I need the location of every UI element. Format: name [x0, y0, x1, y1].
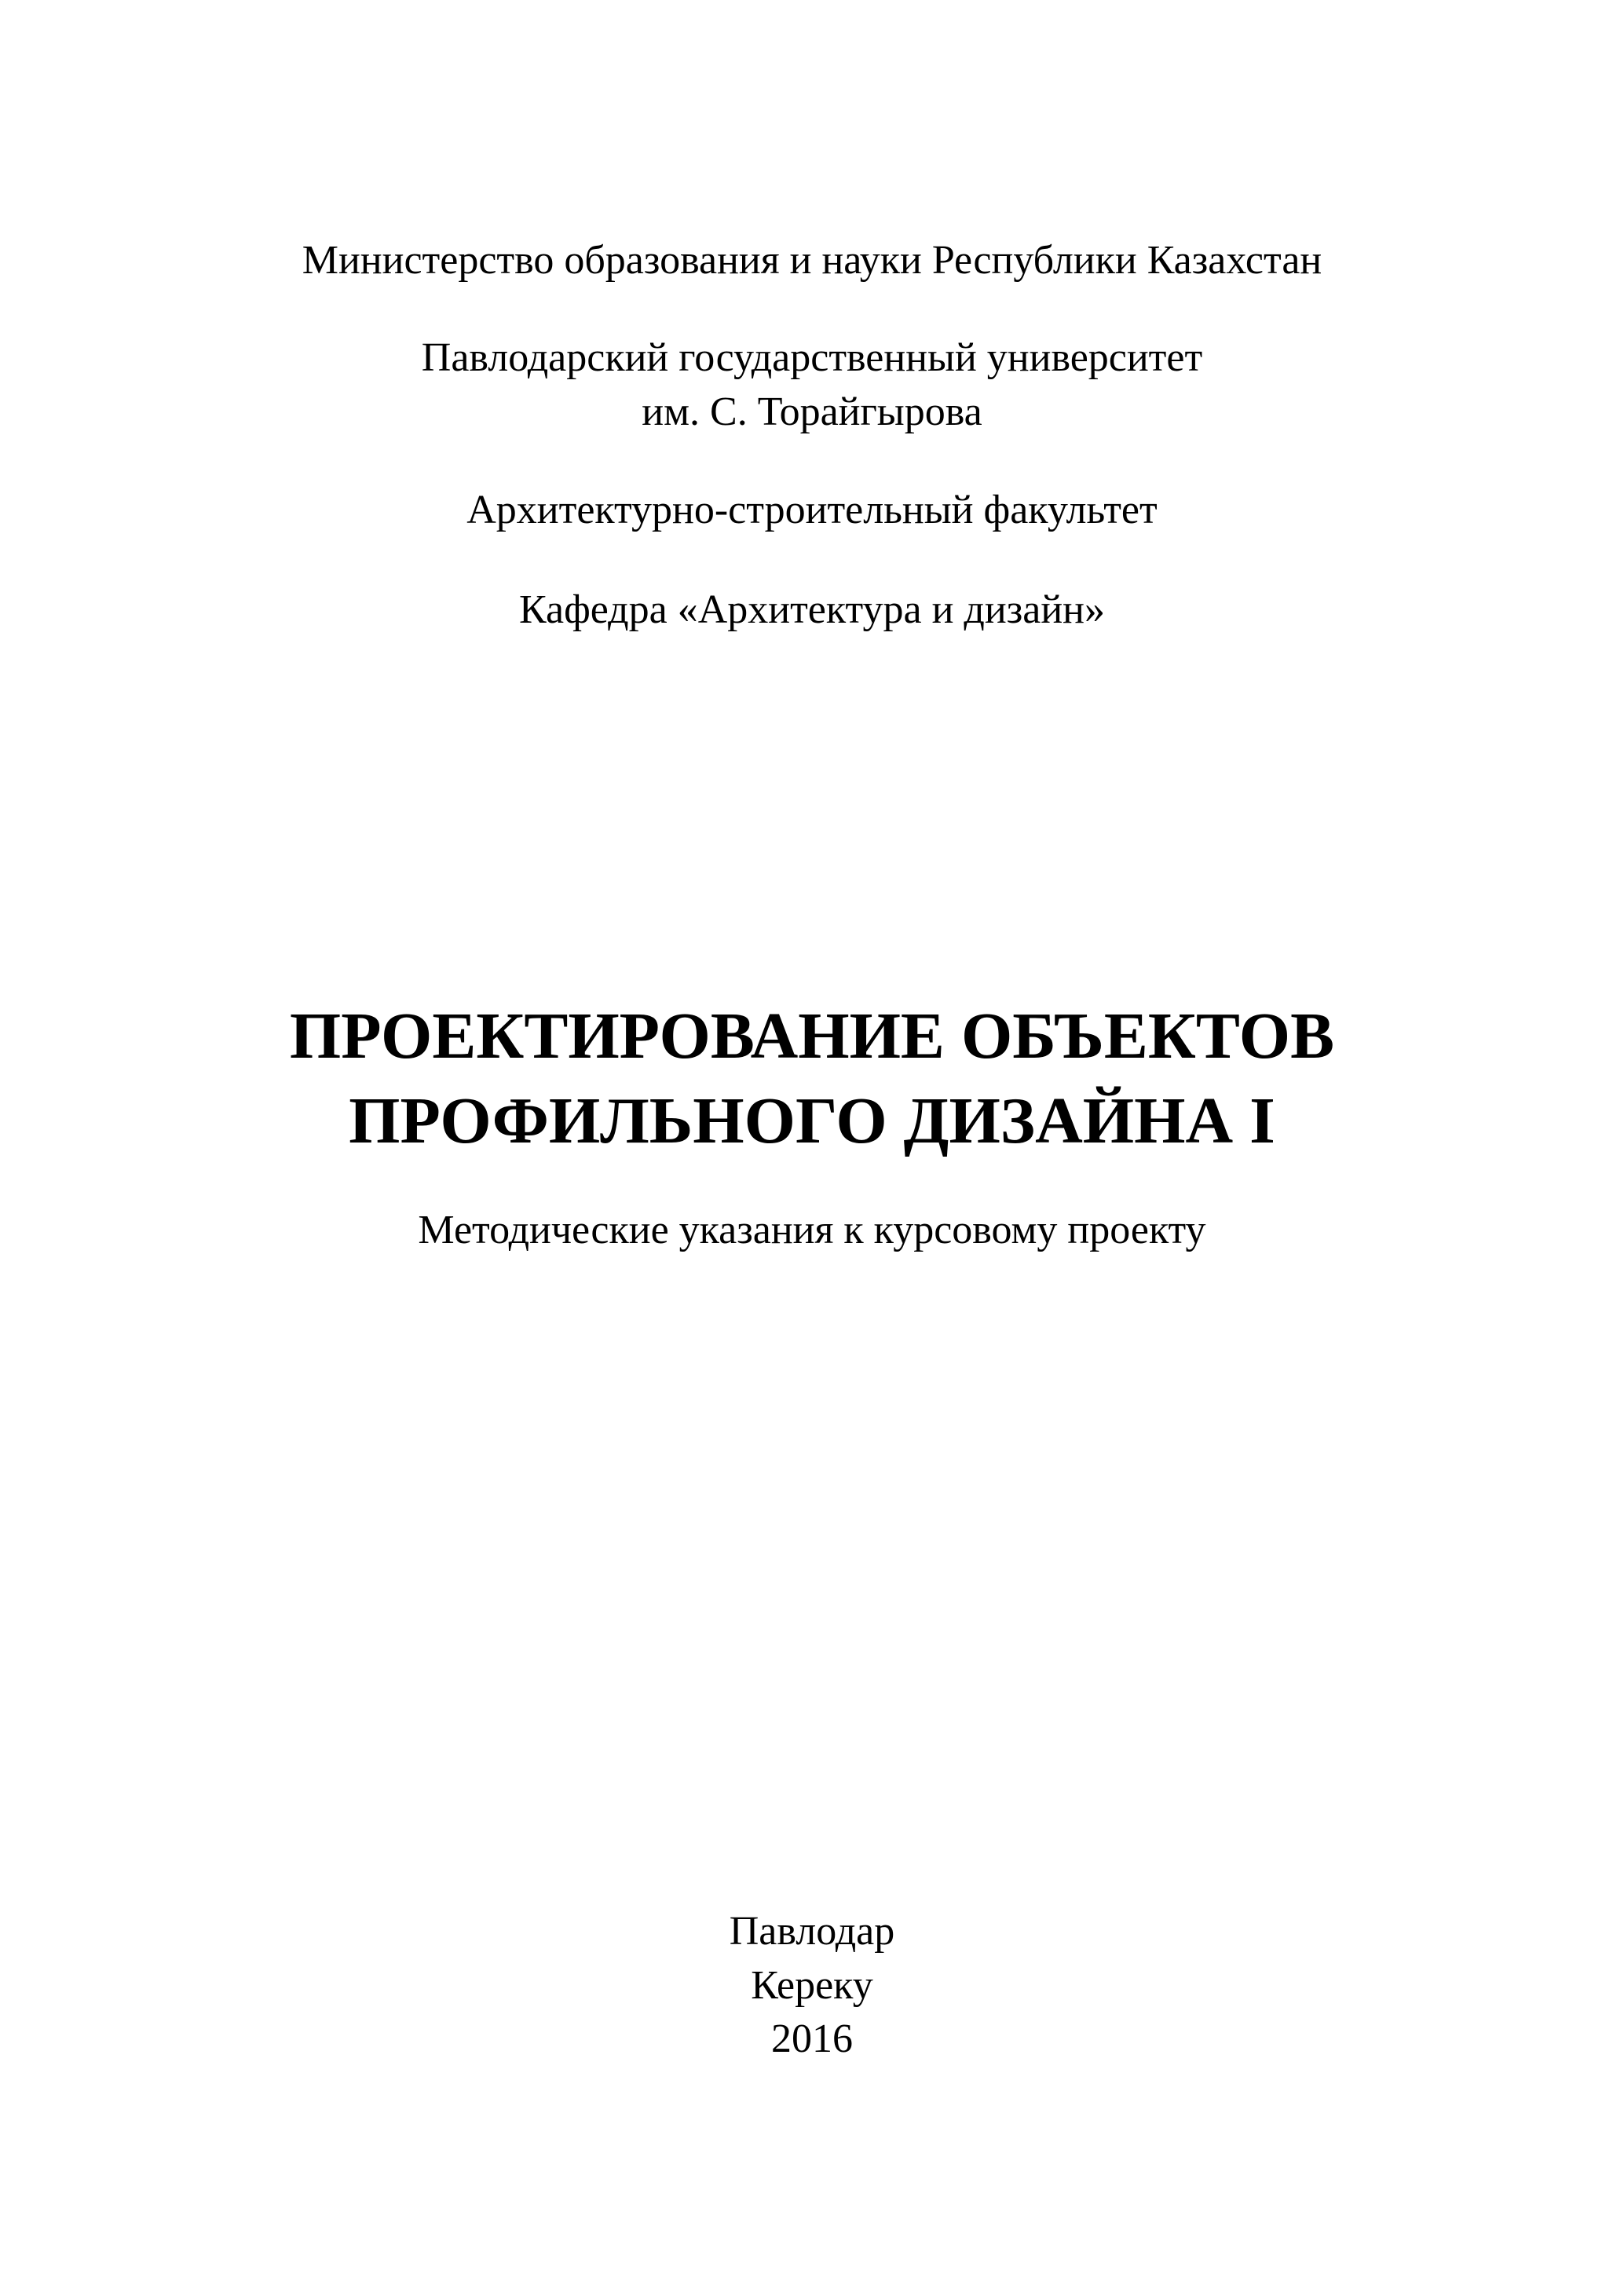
imprint-city: Павлодар: [729, 1909, 895, 1954]
document-title-line1: ПРОЕКТИРОВАНИЕ ОБЪЕКТОВ: [289, 1000, 1335, 1073]
imprint-publisher: Кереку: [751, 1963, 873, 2008]
faculty-name: Архитектурно-строительный факультет: [466, 488, 1158, 532]
university-name-line1: Павлодарский государственный университет: [421, 335, 1203, 380]
ministry-name: Министерство образования и науки Республики Казахстан: [302, 238, 1322, 283]
imprint-year: 2016: [771, 2016, 853, 2061]
document-subtitle: Методические указания к курсовому проекту: [418, 1208, 1206, 1252]
university-name-line2: им. С. Торайгырова: [642, 389, 982, 434]
department-name: Кафедра «Архитектура и дизайн»: [519, 587, 1105, 632]
document-title-line2: ПРОФИЛЬНОГО ДИЗАЙНА I: [349, 1084, 1275, 1157]
